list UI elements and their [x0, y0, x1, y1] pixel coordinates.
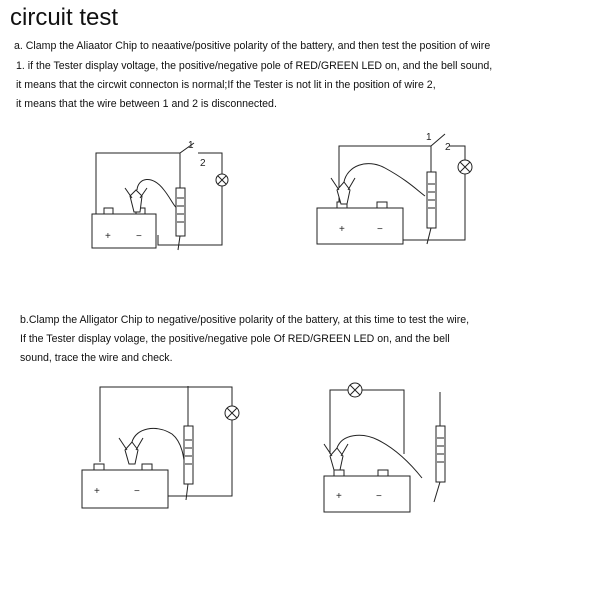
- wire-1-label: 1: [188, 140, 194, 151]
- battery-icon: [317, 202, 403, 244]
- battery-icon: [324, 470, 410, 512]
- alligator-clip-icon: [125, 179, 180, 212]
- wire-top-right: [362, 390, 404, 454]
- battery-icon: [82, 464, 168, 508]
- plus-sign: +: [105, 231, 111, 242]
- section-b-line-2: If the Tester display volage, the positive/negative pole Of RED/GREEN LED on, and the bell: [20, 333, 450, 345]
- circuit-tester-icon: [434, 392, 445, 502]
- section-b-line-1: b.Clamp the Alligator Chip to negative/positive polarity of the battery, at this time to test the wire,: [20, 314, 470, 326]
- section-a-line-1: a. Clamp the Aliaator Chip to neaative/positive polarity of the battery, and then test the position of wire: [14, 40, 491, 52]
- minus-sign: −: [377, 224, 383, 235]
- plus-sign: +: [336, 491, 342, 502]
- wire-2-label: 2: [445, 142, 451, 153]
- minus-sign: −: [376, 491, 382, 502]
- plus-sign: +: [94, 486, 100, 497]
- minus-sign: −: [136, 231, 142, 242]
- section-a-line-4: it means that the wire between 1 and 2 is disconnected.: [16, 98, 277, 110]
- diagram-a2: [317, 128, 487, 254]
- section-a-line-3: it means that the circwit connecton is normal;If the Tester is not lit in the position of wire 2,: [16, 79, 436, 91]
- circuit-tester-icon: [427, 158, 436, 244]
- wire-right: [449, 146, 465, 160]
- bell-lamp-icon: [348, 383, 362, 397]
- page-title: circuit test: [10, 4, 119, 31]
- minus-sign: −: [134, 486, 140, 497]
- diagram-a1: [92, 140, 242, 260]
- section-a-line-2: 1. if the Tester display voltage, the positive/negative pole of RED/GREEN LED on, and the bell sound,: [16, 60, 493, 72]
- bell-lamp-icon: [216, 174, 228, 186]
- wire-2-label: 2: [200, 158, 206, 169]
- circuit-tester-icon: [184, 386, 193, 500]
- section-b-line-3: sound, trace the wire and check.: [20, 352, 173, 364]
- bell-lamp-icon: [458, 160, 472, 174]
- plus-sign: +: [339, 224, 345, 235]
- wire-top: [100, 387, 232, 462]
- battery-icon: [92, 208, 156, 248]
- diagram-b2: [318, 378, 478, 518]
- bell-lamp-icon: [225, 406, 239, 420]
- alligator-clip-icon: [331, 164, 425, 204]
- diagram-b1: [82, 384, 252, 514]
- circuit-tester-icon: [176, 168, 185, 250]
- wire-1-label: 1: [426, 132, 432, 143]
